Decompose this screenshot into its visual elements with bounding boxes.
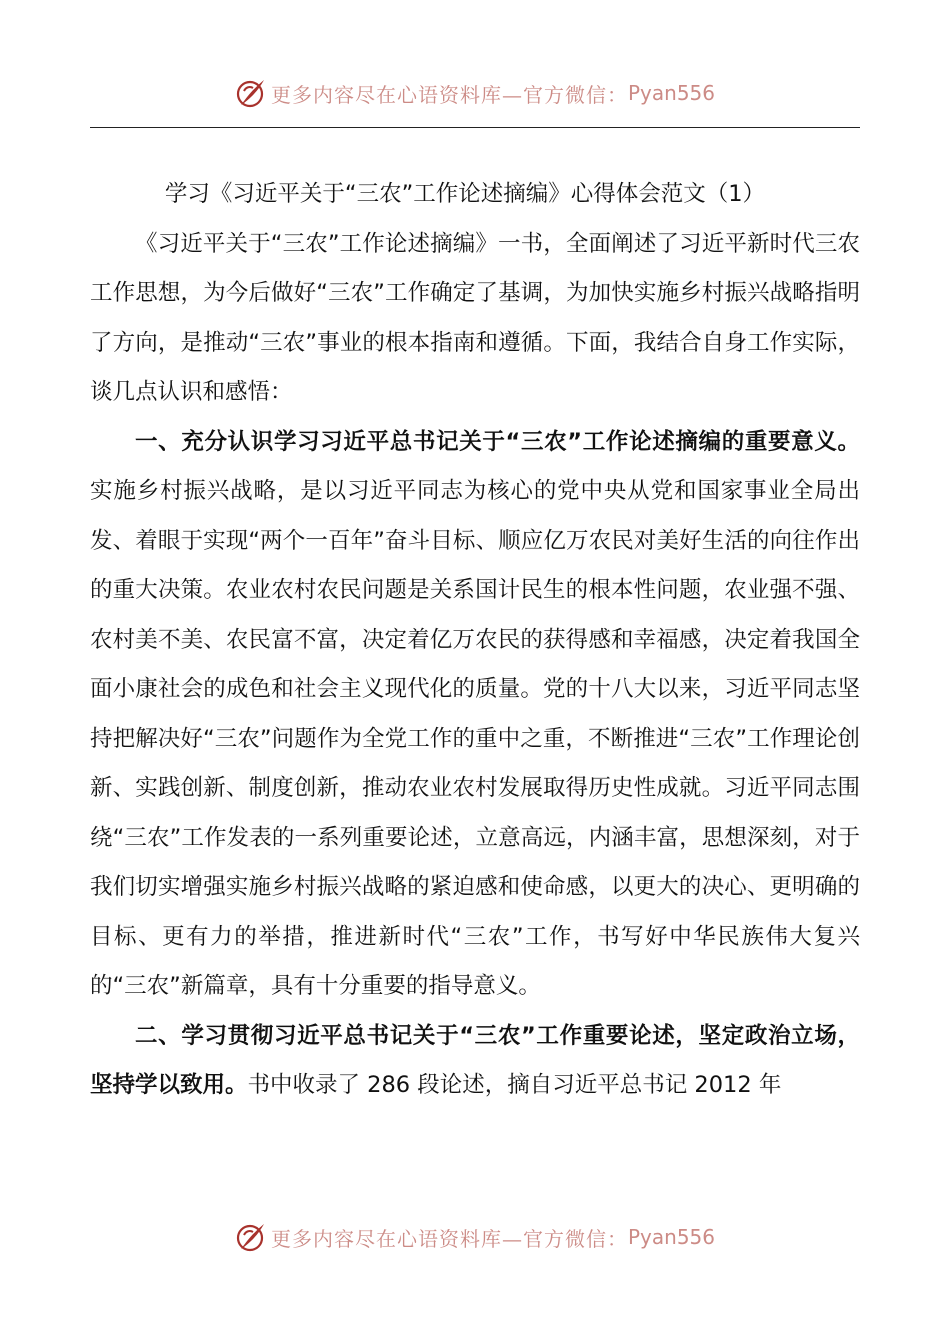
section-1-heading: 一、充分认识学习习近平总书记关于“三农”工作论述摘编的重要意义。 (135, 428, 860, 455)
section-2-paragraph (90, 1012, 860, 1111)
header-divider (90, 127, 860, 128)
header-watermark-id: Pyan556 (627, 81, 715, 105)
section-1-body: 实施乡村振兴战略，是以习近平同志为核心的党中央从党和国家事业全局出发、着眼于实现“两个一百年”奋斗目标、顺应亿万农民对美好生活的向往作出的重大决策。农业农村农民问题是关系国计民生的根本性问题，农业强不强、农村美不美、农民富不富，决定着亿万农民的获得感和幸福感，决定着我国全面小康社会的成色和社会主义现代化的质量。党的十八大以来，习近平同志坚持把解决好“三农”问题作为全党工作的重中之重，不断推进“三农”工作理论创新、实践创新、制度创新，推动农业农村发展取得历史性成就。习近平同志围绕“三农”工作发表的一系列重要论述，立意高远，内涵丰富，思想深刻，对于我们切实增强实施乡村振兴战略的紧迫感和使命感，以更大的决心、更明确的目标、更有力的举措，推进新时代“三农”工作，书写好中华民族伟大复兴的“三农”新篇章，具有十分重要的指导意义。 (90, 478, 860, 999)
footer-watermark-id: Pyan556 (627, 1225, 715, 1249)
section-1-paragraph (90, 418, 860, 1012)
header-watermark-text: 更多内容尽在心语资料库—官方微信： (270, 82, 628, 107)
document-body (90, 170, 860, 1111)
quill-logo-icon (235, 77, 267, 109)
header-watermark (0, 72, 950, 114)
intro-paragraph: 《习近平关于“三农”工作论述摘编》一书，全面阐述了习近平新时代三农工作思想，为今后做好“三农”工作确定了基调，为加快实施乡村振兴战略指明了方向，是推动“三农”事业的根本指南和遵循。下面，我结合自身工作实际，谈几点认识和感悟： (90, 230, 860, 405)
section-2-body: 书中收录了 286 段论述，摘自习近平总书记 2012 年 (247, 1072, 782, 1098)
footer-watermark (0, 1216, 950, 1258)
document-title: 学习《习近平关于“三农”工作论述摘编》心得体会范文（1） (164, 181, 766, 207)
section-2-heading: 二、学习贯彻习近平总书记关于“三农”工作重要论述，坚定政治立场，坚持学以致用。 (90, 1022, 860, 1098)
footer-watermark-text: 更多内容尽在心语资料库—官方微信： (270, 1226, 628, 1251)
quill-logo-icon (235, 1221, 267, 1253)
